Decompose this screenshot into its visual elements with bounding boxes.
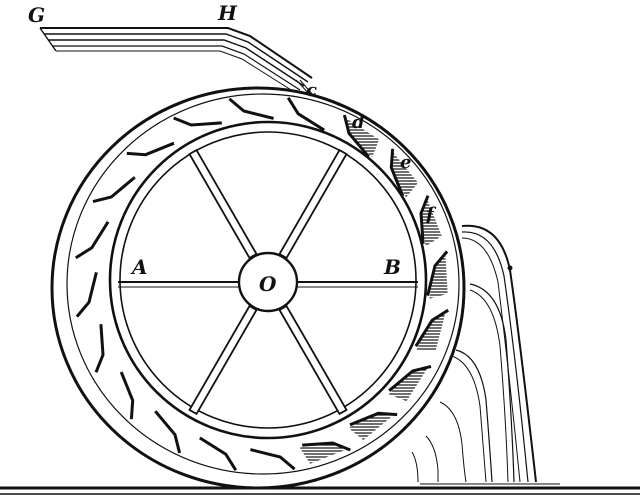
label-f: f xyxy=(426,204,434,225)
label-d: d xyxy=(352,112,365,133)
label-h: H xyxy=(218,1,237,25)
ground xyxy=(0,484,640,494)
label-b: B xyxy=(384,255,401,279)
flume-trough xyxy=(40,28,312,93)
label-g: G xyxy=(28,3,46,27)
label-c: c xyxy=(306,80,317,101)
label-o: O xyxy=(259,272,277,296)
label-e: e xyxy=(400,152,412,173)
label-a: A xyxy=(132,255,148,279)
